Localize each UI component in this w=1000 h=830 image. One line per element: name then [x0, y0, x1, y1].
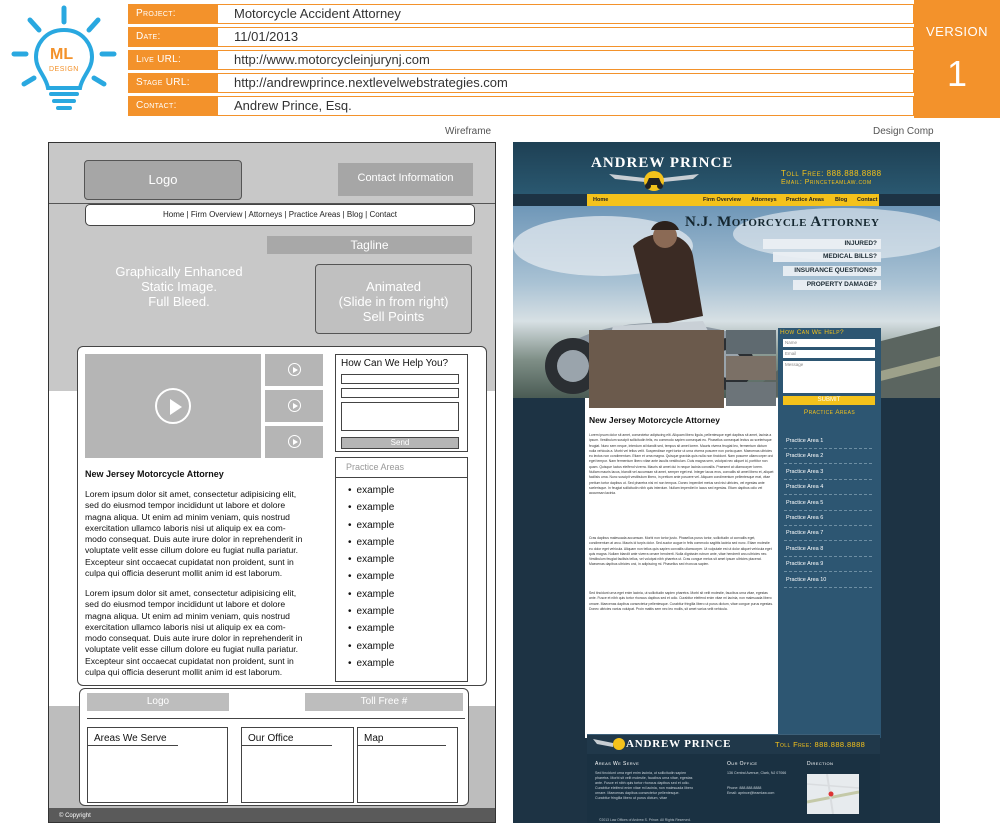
- wf-video-thumb[interactable]: [265, 354, 323, 386]
- dc-footer-toll[interactable]: Toll Free: 888.888.8888: [775, 740, 866, 749]
- version-number: 1: [946, 53, 968, 94]
- wf-para-line: voluptate velit esse cillum dolore eu fugiat nulla pariatur.: [85, 644, 299, 655]
- wf-nav-bar[interactable]: Home | Firm Overview | Attorneys | Practice Areas | Blog | Contact: [85, 204, 475, 226]
- dc-sidebar: [778, 328, 881, 738]
- dc-nav-home[interactable]: Home: [593, 197, 609, 203]
- meta-row-project: [128, 4, 914, 26]
- dc-practice-item[interactable]: Practice Area 9: [784, 557, 872, 572]
- wf-paragraph: [85, 489, 330, 579]
- dc-nav-contact[interactable]: Contact: [857, 197, 878, 203]
- wf-areas-box: [87, 727, 228, 803]
- version-badge: [914, 0, 1000, 118]
- wireframe-panel: [48, 142, 496, 823]
- dc-hero-title: N.J. Motorcycle Attorney: [685, 214, 880, 230]
- wf-practice-item[interactable]: • example: [348, 520, 467, 537]
- stage-url-link[interactable]: http://andrewprince.nextlevelwebstrategies.com: [218, 73, 914, 93]
- dc-practice-item[interactable]: Practice Area 4: [784, 480, 872, 495]
- project-meta: [128, 4, 914, 118]
- dc-toll-free[interactable]: Toll Free: 888.888.8888: [781, 169, 882, 178]
- dc-email-input[interactable]: Email: [783, 350, 875, 358]
- dc-name-input[interactable]: Name: [783, 339, 875, 347]
- logo-text-ml: ML: [50, 46, 74, 63]
- dc-main-video[interactable]: [589, 330, 724, 408]
- dc-video-thumb[interactable]: [726, 382, 776, 406]
- dc-practice-item[interactable]: Practice Area 3: [784, 465, 872, 480]
- wf-footer-toll[interactable]: Toll Free #: [305, 693, 463, 711]
- wf-para-line: Excepteur sint occaecat cupidatat non proident, sunt in: [85, 655, 294, 666]
- wf-hero-line: Static Image.: [141, 279, 217, 294]
- wf-areas-title: Areas We Serve: [88, 730, 178, 746]
- dc-nav-practice-areas[interactable]: Practice Areas: [786, 197, 825, 203]
- dc-direction-title: Direction: [807, 761, 834, 767]
- dc-footer: [587, 754, 880, 823]
- wf-page-heading: New Jersey Motorcycle Attorney: [85, 469, 224, 479]
- wf-para-line: Excepteur sint occaecat cupidatat non proident, sunt in: [85, 556, 294, 567]
- wf-practice-item[interactable]: • example: [348, 641, 467, 658]
- wf-contact-form: [335, 354, 468, 452]
- wf-para-line: modo consequat. Duis aute irure dolor in reprehenderit in: [85, 534, 303, 545]
- wf-para-line: exercitation ullamco laboris nisi ut aliquip ex ea com-: [85, 522, 286, 533]
- meta-label: Contact:: [128, 96, 218, 116]
- wf-para-line: Lorem ipsum dolor sit amet, consectetur adipisicing elit,: [85, 489, 297, 499]
- wf-office-box: [241, 727, 354, 803]
- wf-map-title: Map: [358, 730, 446, 746]
- dc-areas-text: Sed tincidunt urna eget enim lacinia, ut sollicitudin sapien pharetra. Morbi sit velit molestie, faucibus urna vitae, egestas ante. Fusce et nibh quis tortor rhoncus dapibus sed et odio. Curabitur eleifend enim vitae mi lacinia, non malesuada libero ornare. Maecenas dapibus consectetur pellentesque. Curabitur fringilla libero ut purus dictum, vitae: [595, 771, 694, 800]
- wf-hero-line: Full Bleed.: [148, 294, 210, 309]
- meta-row-live-url: [128, 50, 914, 72]
- dc-office-title: Our Office: [727, 761, 758, 767]
- dc-practice-item[interactable]: Practice Area 8: [784, 542, 872, 557]
- wf-para-line: culpa qui officia deserunt mollit anim id est laborum.: [85, 667, 283, 678]
- wf-para-line: magna aliqua. Ut enim ad minim veniam, quis nostrud: [85, 610, 290, 621]
- dc-map[interactable]: [807, 774, 859, 814]
- meta-label: Date:: [128, 27, 218, 47]
- dc-office-phone[interactable]: Phone: 888.888.8888: [727, 786, 762, 790]
- wf-footer: [79, 688, 469, 806]
- meta-value: Andrew Prince, Esq.: [218, 96, 914, 116]
- dc-nav-attorneys[interactable]: Attorneys: [751, 197, 777, 203]
- play-icon[interactable]: [288, 435, 301, 448]
- wf-sell-points-box: [315, 264, 472, 334]
- wf-practice-item[interactable]: • example: [348, 623, 467, 640]
- wf-para-line: modo consequat. Duis aute irure dolor in reprehenderit in: [85, 633, 303, 644]
- dc-sell-point: INJURED?: [763, 239, 881, 249]
- wf-para-line: magna aliqua. Ut enim ad minim veniam, quis nostrud: [85, 511, 290, 522]
- meta-row-stage-url: [128, 73, 914, 95]
- wf-tagline: Tagline: [267, 236, 472, 254]
- wf-message-field[interactable]: [341, 402, 459, 431]
- dc-video-thumb[interactable]: [726, 330, 776, 354]
- dc-copyright: ©2013 Law Offices of Andrew S. Prince. All Rights Reserved.: [599, 818, 691, 822]
- map-icon: [807, 774, 859, 814]
- dc-paragraph: Lorem ipsum dolor sit amet, consectetur adipiscing elit. Aliquam libero ligula, pellentesque eget dapibus sit amet, lacinia a ipsum. Vestibulum suscipit sollicitudin felis, eu commodo sapien consequat eu. Phasellus consequat lectus ac scelerisque feugiat. Nunc sem neque, interdum at blandit sed, tempus sit amet lorem. Mauris viverra feugiat leo, fermentum dictum nulla vehicula a. Morbi vel tellus velit. Suspendisse eget tortor ut urna viverra posuere non porta quam. Maecenas ultricies eu lectus non condimentum. Etiam et urna magna. Quisque gravida quis nulla non tincidunt. Nam posuere ullamcorper orci eget tempor. Nam fermentum libero vitae ante iaculis vestibulum. Duis magna sem, volutpat nec aliquet id, porttitor non quam. Quisque luctus eleifend viverra. Mauris sit amet dui in neque lacinia convallis. Praesent at ullamcorper lorem. Nullam mauris lacus, blandit vel accumsan sit amet, semper eget est. Integer lacus eros, convallis sit amet libero et, aliquet facilisis urna. Nunc suscipit vestibulum libero, in pretium ante posuere vel. Aliquam condimentum pellentesque erat, vitae pretium tortor dapibus ut. Sed pharetra nisi mi non tempus. Donec imperdiet metus sed nisi ultricies, vel egestas ante scelerisque. In feugiat sollicitudin nibh quis interdum. Nullam imperdiet in lacus sed egestas. Etiam dapibus odio vel accumsan lacinia.: [589, 433, 774, 496]
- dc-practice-item[interactable]: Practice Area 10: [784, 573, 872, 588]
- winged-motorcycle-icon: [609, 170, 699, 192]
- wf-hero-line: Graphically Enhanced: [115, 264, 243, 279]
- wf-email-field[interactable]: [341, 388, 459, 398]
- dc-nav-firm-overview[interactable]: Firm Overview: [703, 197, 741, 203]
- dc-sell-point: PROPERTY DAMAGE?: [793, 280, 881, 290]
- wf-practice-title: Practice Areas: [336, 458, 467, 478]
- spec-header: [0, 0, 1000, 122]
- wireframe-caption: Wireframe: [445, 126, 492, 137]
- dc-video-thumb[interactable]: [726, 356, 776, 380]
- wf-practice-item[interactable]: • example: [348, 606, 467, 623]
- wf-copyright: © Copyright: [49, 808, 495, 823]
- dc-practice-item[interactable]: Practice Area 1: [784, 434, 872, 449]
- dc-paragraph: Cras dapibus malesuada accumsan. Morbi non tortor justo. Phasellus purus tortor, sollicitudin ut convallis eget, condimentum at arcu. Mauris id turpis dolor. Sed auctor augue in felis commodo sagittis lacinia sed nunc. Etiam molestie eu dolor eget vehicula. Aliquam non tellus quis sapien convallis ullamcorper. Ut vulputate est ut dolor aliquet vehicula eget quis magna. Nullam blandit ante viverra ornare hendrerit. Nulla dignissim rutrum ante, vitae hendrerit arcu ultricies nec. Vestibulum feugiat facilisis tellus, vel volutpat nibh pharetra ut. Cras congue metus sit amet ipsum ultricies placerat. Maecenas dapibus ultricies orci, in adipiscing mi. Phasellus sed rhoncus sapien.: [589, 536, 772, 567]
- wf-map-box[interactable]: [357, 727, 458, 803]
- dc-brand-logo[interactable]: ANDREW PRINCE: [591, 155, 734, 171]
- dc-practice-title: Practice Areas: [803, 409, 856, 416]
- wf-main-video[interactable]: [85, 354, 261, 458]
- dc-areas-title: Areas We Serve: [595, 761, 640, 767]
- dc-practice-item[interactable]: Practice Area 5: [784, 496, 872, 511]
- version-label: VERSION: [925, 24, 988, 39]
- dc-help-title: How Can We Help?: [780, 329, 844, 336]
- dc-submit-button[interactable]: SUBMIT: [783, 396, 875, 405]
- dc-nav-bar: [587, 194, 879, 206]
- wf-footer-divider: [87, 718, 465, 719]
- meta-row-contact: [128, 96, 914, 118]
- wf-paragraph: [85, 588, 330, 678]
- dc-paragraph: Sed tincidunt urna eget enim lacinia, ut sollicitudin sapien pharetra. Morbi sit velit molestie, faucibus urna vitae, egestas ante. Fusce et nibh quis tortor rhoncus dapibus sed et odio. Curabitur eleifend enim vitae mi lacinia, non malesuada libero ornare. Maecenas dapibus consectetur pellentesque. Curabitur fringilla libero ut purus dictum, vitae congue purus egestas. Donec ultricies varius volutpat. Proin mattis sem nec leo mollis, sit amet varius velit vehicula.: [589, 591, 773, 611]
- wf-send-button[interactable]: Send: [341, 437, 459, 449]
- wf-practice-item[interactable]: • example: [348, 554, 467, 571]
- wf-para-line: sed do eiusmod tempor incididunt ut labore et dolore: [85, 500, 286, 511]
- design-comp-caption: Design Comp: [873, 126, 934, 137]
- wf-sell-line: Sell Points: [362, 309, 425, 324]
- wf-logo-box[interactable]: Logo: [84, 160, 242, 200]
- wf-para-line: voluptate velit esse cillum dolore eu fugiat nulla pariatur.: [85, 545, 299, 556]
- dc-practice-item[interactable]: Practice Area 7: [784, 526, 872, 541]
- wf-practice-list: [336, 478, 467, 675]
- wf-hero-text: [94, 264, 264, 309]
- wf-video-thumb[interactable]: [265, 390, 323, 422]
- dc-header-contact: [781, 169, 882, 187]
- wf-practice-item[interactable]: • example: [348, 589, 467, 606]
- dc-sell-point: INSURANCE QUESTIONS?: [783, 266, 881, 276]
- dc-nav-blog[interactable]: Blog: [835, 197, 848, 203]
- dc-page-heading: New Jersey Motorcycle Attorney: [589, 415, 721, 425]
- dc-practice-item[interactable]: Practice Area 6: [784, 511, 872, 526]
- wf-sell-line: (Slide in from right): [338, 294, 449, 309]
- meta-label: Project:: [128, 4, 218, 24]
- wf-contact-box[interactable]: Contact Information: [338, 163, 473, 196]
- dc-sell-point: MEDICAL BILLS?: [773, 252, 881, 262]
- wf-video-thumb[interactable]: [265, 426, 323, 458]
- dc-practice-item[interactable]: Practice Area 2: [784, 449, 872, 464]
- wf-para-line: culpa qui officia deserunt mollit anim id est laborum.: [85, 568, 283, 579]
- wf-office-title: Our Office: [242, 730, 332, 746]
- meta-label: Live URL:: [128, 50, 218, 70]
- wf-sell-line: Animated: [366, 279, 421, 294]
- wf-footer-logo[interactable]: Logo: [87, 693, 229, 711]
- wf-practice-item[interactable]: • example: [348, 658, 467, 675]
- winged-motorcycle-icon: [593, 737, 627, 751]
- wf-para-line: exercitation ullamco laboris nisi ut aliquip ex ea com-: [85, 621, 286, 632]
- wf-practice-item[interactable]: • example: [348, 485, 467, 502]
- dc-office-email[interactable]: Email: aprince@teamlaw.com: [727, 791, 775, 795]
- wf-practice-item[interactable]: • example: [348, 571, 467, 588]
- wf-main-content: [77, 346, 487, 686]
- wf-para-line: sed do eiusmod tempor incididunt ut labore et dolore: [85, 599, 286, 610]
- wf-form-title: How Can We Help You?: [341, 358, 449, 369]
- wf-para-line: Lorem ipsum dolor sit amet, consectetur adipisicing elit,: [85, 588, 297, 598]
- meta-value: Motorcycle Accident Attorney: [218, 4, 914, 24]
- meta-row-date: [128, 27, 914, 49]
- dc-message-input[interactable]: Message: [783, 361, 875, 393]
- wf-practice-areas: [335, 457, 468, 682]
- meta-label: Stage URL:: [128, 73, 218, 93]
- design-comp-panel: [513, 142, 940, 823]
- dc-email[interactable]: Email: Princeteamlaw.com: [781, 179, 872, 186]
- meta-value: 11/01/2013: [218, 27, 914, 47]
- ml-design-logo: [0, 0, 125, 122]
- play-icon[interactable]: [288, 363, 301, 376]
- play-icon[interactable]: [155, 388, 191, 424]
- live-url-link[interactable]: http://www.motorcycleinjurynj.com: [218, 50, 914, 70]
- wf-practice-item[interactable]: • example: [348, 537, 467, 554]
- logo-text-design: DESIGN: [49, 66, 79, 73]
- play-icon[interactable]: [288, 399, 301, 412]
- dc-footer-brand[interactable]: ANDREW PRINCE: [626, 738, 732, 750]
- wf-practice-item[interactable]: • example: [348, 502, 467, 519]
- dc-office-address: 136 Central Avenue, Clark, NJ 07066: [727, 771, 787, 775]
- wf-name-field[interactable]: [341, 374, 459, 384]
